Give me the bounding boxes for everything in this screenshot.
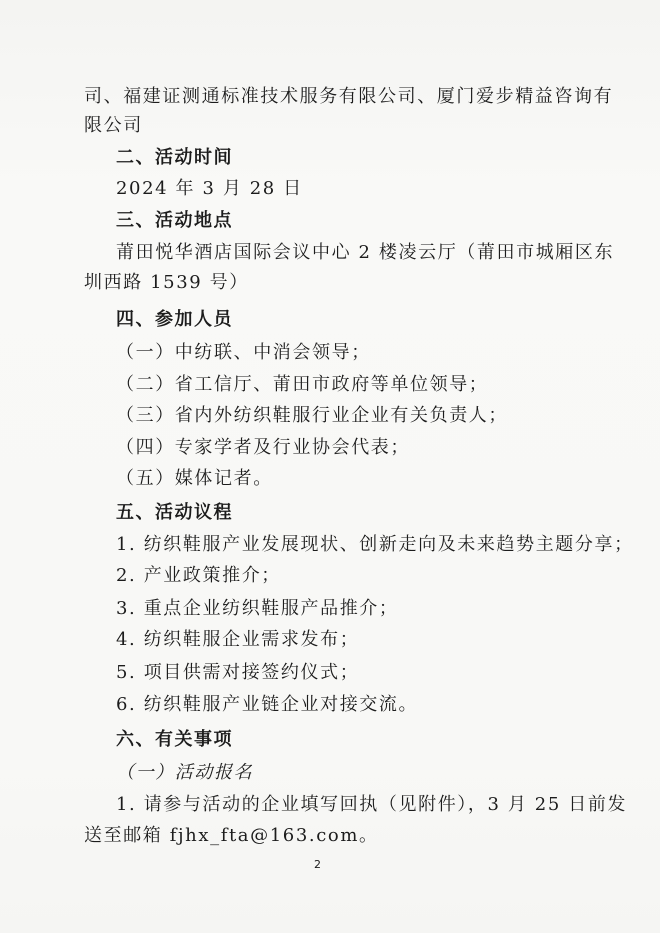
section-heading-agenda: 五、活动议程 <box>116 502 233 523</box>
agenda-item: 2. 产业政策推介； <box>116 565 281 586</box>
participant-item: （三）省内外纺织鞋服行业企业有关负责人； <box>116 405 508 426</box>
paragraph-line-organizers-cont: 限公司 <box>84 115 143 136</box>
agenda-item: 4. 纺织鞋服企业需求发布； <box>116 629 360 650</box>
participant-item: （二）省工信厅、莆田市政府等单位领导； <box>116 374 489 395</box>
participant-item: （五）媒体记者。 <box>116 468 273 489</box>
section-heading-location: 三、活动地点 <box>116 210 233 231</box>
event-date: 2024 年 3 月 28 日 <box>116 178 303 199</box>
event-location-cont: 圳西路 1539 号） <box>84 272 249 293</box>
section-heading-participants: 四、参加人员 <box>116 309 233 330</box>
agenda-item: 6. 纺织鞋服产业链企业对接交流。 <box>116 694 419 715</box>
subsection-heading-registration: （一）活动报名 <box>116 762 254 783</box>
participant-item: （一）中纺联、中消会领导； <box>116 342 371 363</box>
participant-item: （四）专家学者及行业协会代表； <box>116 437 410 458</box>
section-heading-time: 二、活动时间 <box>116 147 233 168</box>
agenda-item: 5. 项目供需对接签约仪式； <box>116 662 360 683</box>
event-location: 莆田悦华酒店国际会议中心 2 楼凌云厅（莆田市城厢区东 <box>116 242 615 263</box>
paragraph-line-organizers: 司、福建证测通标准技术服务有限公司、厦门爱步精益咨询有 <box>84 86 614 107</box>
agenda-item: 3. 重点企业纺织鞋服产品推介； <box>116 598 399 619</box>
registration-email: 送至邮箱 fjhx_fta@163.com。 <box>84 825 379 846</box>
section-heading-matters: 六、有关事项 <box>116 729 233 750</box>
page-number: 2 <box>314 858 321 871</box>
agenda-item: 1. 纺织鞋服产业发展现状、创新走向及未来趋势主题分享； <box>116 534 634 555</box>
registration-instruction: 1. 请参与活动的企业填写回执（见附件），3 月 25 日前发 <box>116 794 628 815</box>
